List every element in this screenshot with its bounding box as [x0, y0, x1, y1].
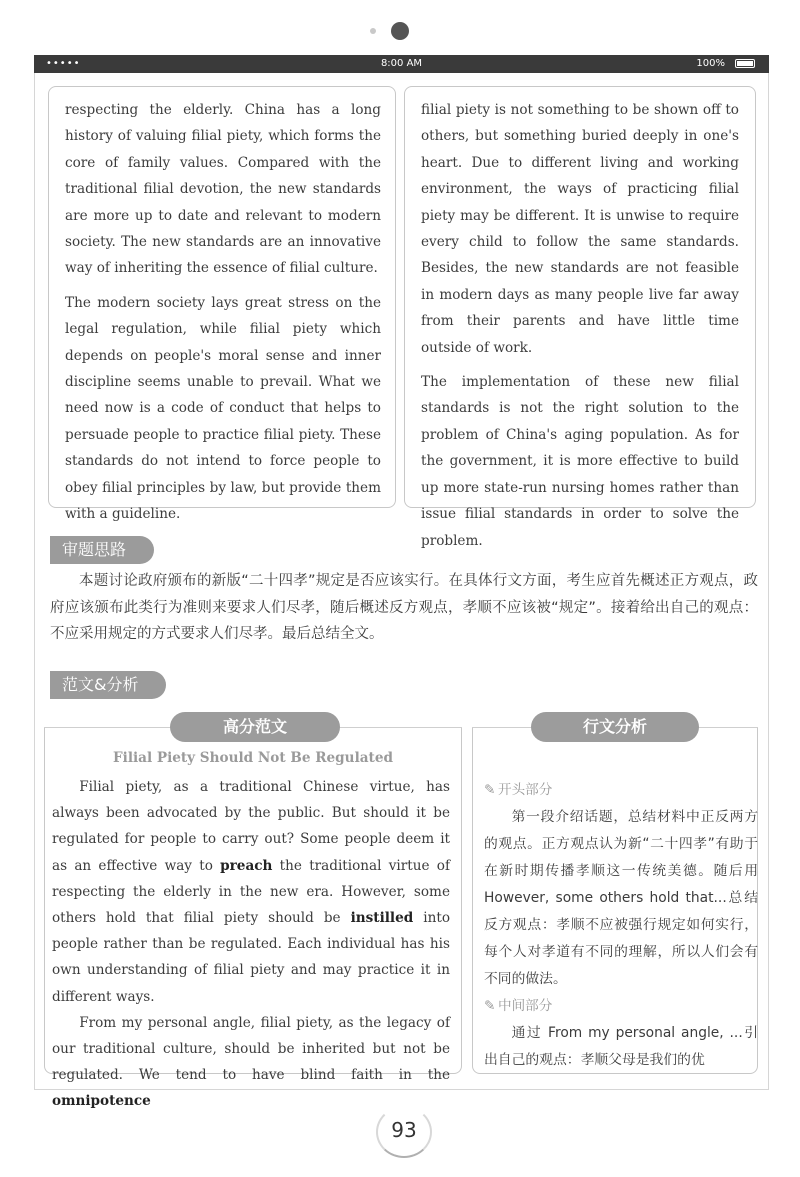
passage-paragraph: The implementation of these new filial standards is not the right solution to the problem of China's aging population. As for the government, it is more effective to build up more state-run nursing homes rather than issue filial standards in order to solve the problem. [421, 374, 739, 549]
analysis-paragraph: 通过 From my personal angle, ...引出自己的观点：孝顺父母是我们的优 [484, 1025, 758, 1068]
signal-indicator: ••••• [46, 58, 81, 69]
passage-box-left [48, 86, 396, 523]
vocab-highlight: preach [220, 857, 273, 874]
pen-icon: ✎ [484, 998, 496, 1014]
essay-text: into people rather than be regulated. Each individual has his own understanding of filial piety and may practice it in different ways. [52, 910, 450, 1005]
analysis-heading-label: 中间部分 [498, 998, 553, 1014]
status-bar [34, 55, 769, 73]
camera-sensor [370, 28, 376, 34]
essay-title: Filial Piety Should Not Be Regulated [113, 750, 393, 766]
essay-text: the traditional virtue of respecting the elderly in the new era. However, some others hold that filial piety should be [52, 857, 450, 927]
battery-icon [735, 59, 755, 68]
analysis-paragraph: 第一段介绍话题，总结材料中正反两方的观点。正方观点认为新“二十四孝”有助于在新时期传播孝顺这一传统美德。随后用 However, some others hold that...总结反方观点：孝顺不应被强行规定如何实行，每个人对孝道有不同的理解，所以人们会有不同的做法。 [484, 809, 758, 987]
essay-text: From my personal angle, filial piety, as the legacy of our traditional culture, should be inherited but not be regulated. We tend to have blind faith in the [52, 1014, 450, 1084]
passage-paragraph: The modern society lays great stress on the legal regulation, while filial piety which depends on people's moral sense and inner discipline seems unable to prevail. What we need now is a code of conduct that helps to persuade people to practice filial piety. These standards do not intend to force people to obey filial principles by law, but provide them with a guideline. [65, 294, 381, 523]
essay-paragraph [52, 1010, 450, 1115]
passage-paragraph: respecting the elderly. China has a long history of valuing filial piety, which forms the core of family values. Compared with the traditional filial devotion, the new standards are more up to date and relevant to modern society. The new standards are an innovative way of inheriting the essence of filial culture. [65, 102, 381, 277]
status-time: 8:00 AM [380, 58, 423, 69]
vocab-highlight: omnipotence [52, 1093, 151, 1110]
section-tag-analysis-approach: 审题思路 [50, 536, 154, 564]
vocab-highlight: instilled [350, 910, 414, 927]
pen-icon: ✎ [484, 782, 496, 798]
analysis-heading-label: 开头部分 [498, 782, 553, 798]
passage-paragraph: filial piety is not something to be shown off to others, but something buried deeply in one's heart. Due to different living and working environment, the ways of practicing filial piety may be different. It is unwise to require every child to follow the same standards. Besides, the new standards are not feasible in modern days as many people live far away from their parents and have little time outside of work. [421, 102, 739, 356]
essay-body [52, 774, 450, 1115]
approach-paragraph: 本题讨论政府颁布的新版“二十四孝”规定是否应该实行。在具体行文方面，考生应首先概述正方观点，政府应该颁布此类行为准则来要求人们尽孝，随后概述反方观点，孝顺不应该被“规定”。接着给出自己的观点：不应采用规定的方式要求人们尽孝。最后总结全文。 [50, 573, 758, 642]
pill-essay-analysis: 行文分析 [531, 712, 699, 742]
essay-text: Filial piety, as a traditional Chinese virtue, has always been advocated by the public. But should it be regulated for people to carry out? Some people deem it as an effective way to [52, 779, 450, 874]
battery-percent: 100% [696, 58, 725, 69]
analysis-heading-opening [484, 777, 758, 804]
camera-icon [391, 22, 409, 40]
passage-box-right [404, 86, 756, 549]
analysis-body [484, 777, 758, 1074]
section-tag-sample-essay: 范文&分析 [50, 671, 166, 699]
pill-sample-essay: 高分范文 [170, 712, 340, 742]
page-number: 93 [391, 1118, 417, 1142]
essay-paragraph [52, 774, 450, 1010]
analysis-heading-middle [484, 993, 758, 1020]
